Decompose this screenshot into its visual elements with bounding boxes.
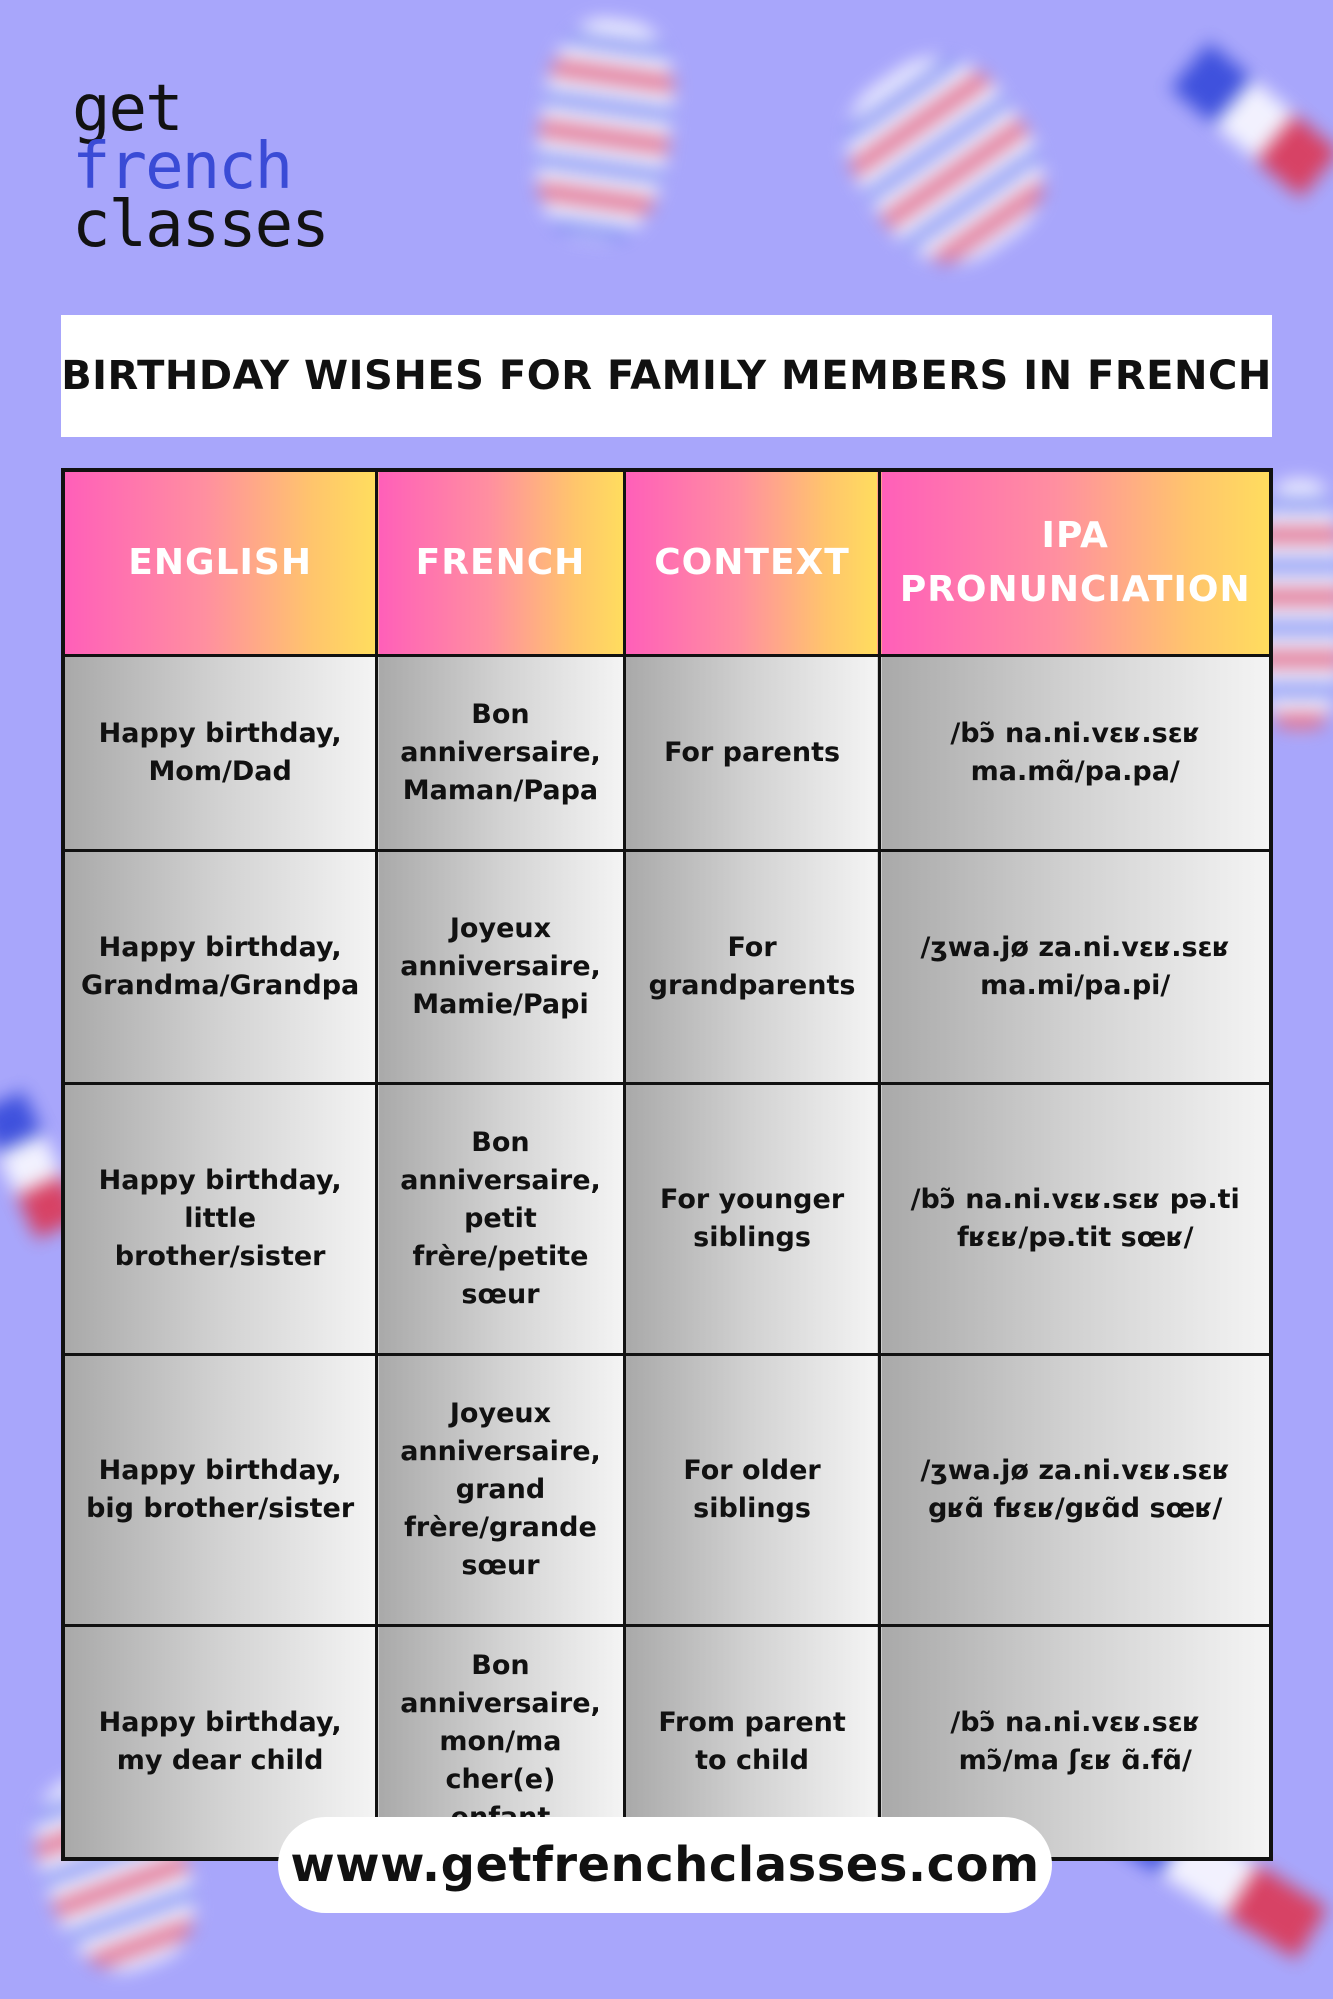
cell-context: For parents (624, 656, 880, 851)
column-header-context: CONTEXT (624, 470, 880, 656)
logo-line-french: french (72, 130, 292, 204)
cell-french: Joyeux anniversaire, grand frère/grande sœur (377, 1355, 624, 1626)
cell-english: Happy birthday, my dear child (63, 1626, 377, 1860)
table-row (63, 656, 1271, 851)
column-header-french: FRENCH (377, 470, 624, 656)
column-header-english: ENGLISH (63, 470, 377, 656)
cell-ipa: /bɔ̃ na.ni.vɛʁ.sɛʁ pə.ti fʁɛʁ/pə.tit sœʁ/ (880, 1084, 1271, 1355)
cell-ipa: /bɔ̃ na.ni.vɛʁ.sɛʁ ma.mɑ̃/pa.pa/ (880, 656, 1271, 851)
cell-ipa: /ʒwa.jø za.ni.vɛʁ.sɛʁ gʁɑ̃ fʁɛʁ/gʁɑ̃d sœʁ/ (880, 1355, 1271, 1626)
macaron-decoration (818, 29, 1072, 290)
macaron-decoration (525, 12, 684, 248)
table-row (63, 851, 1271, 1084)
website-url-pill[interactable] (278, 1817, 1052, 1913)
cell-french: Joyeux anniversaire, Mamie/Papi (377, 851, 624, 1084)
cell-context: From parent to child (624, 1626, 880, 1860)
table-header-row (63, 470, 1271, 656)
logo (72, 72, 328, 262)
cell-ipa: /ʒwa.jø za.ni.vɛʁ.sɛʁ ma.mi/pa.pi/ (880, 851, 1271, 1084)
cell-french: Bon anniversaire, petit frère/petite sœur (377, 1084, 624, 1355)
cell-ipa: /bɔ̃ na.ni.vɛʁ.sɛʁ mɔ̃/ma ʃɛʁ ɑ̃.fɑ̃/ (880, 1626, 1271, 1860)
cell-context: For older siblings (624, 1355, 880, 1626)
cell-english: Happy birthday, little brother/sister (63, 1084, 377, 1355)
cell-french: Bon anniversaire, Maman/Papa (377, 656, 624, 851)
title-banner (61, 315, 1272, 437)
logo-line-get: get (72, 72, 182, 146)
cell-context: For younger siblings (624, 1084, 880, 1355)
table-row (63, 1084, 1271, 1355)
wishes-table (61, 468, 1273, 1861)
cell-english: Happy birthday, Grandma/Grandpa (63, 851, 377, 1084)
page-title: BIRTHDAY WISHES FOR FAMILY MEMBERS IN FRENCH (61, 353, 1272, 399)
table-row (63, 1355, 1271, 1626)
flag-ribbon-decoration (1171, 42, 1333, 197)
website-url[interactable]: www.getfrenchclasses.com (290, 1837, 1040, 1893)
cell-english: Happy birthday, Mom/Dad (63, 656, 377, 851)
cell-context: For grandparents (624, 851, 880, 1084)
cell-french: Bon anniversaire, mon/ma cher(e) (377, 1626, 624, 1860)
cell-english: Happy birthday, big brother/sister (63, 1355, 377, 1626)
logo-line-classes: classes (72, 188, 328, 262)
column-header-ipa: IPA PRONUNCIATION (880, 470, 1271, 656)
